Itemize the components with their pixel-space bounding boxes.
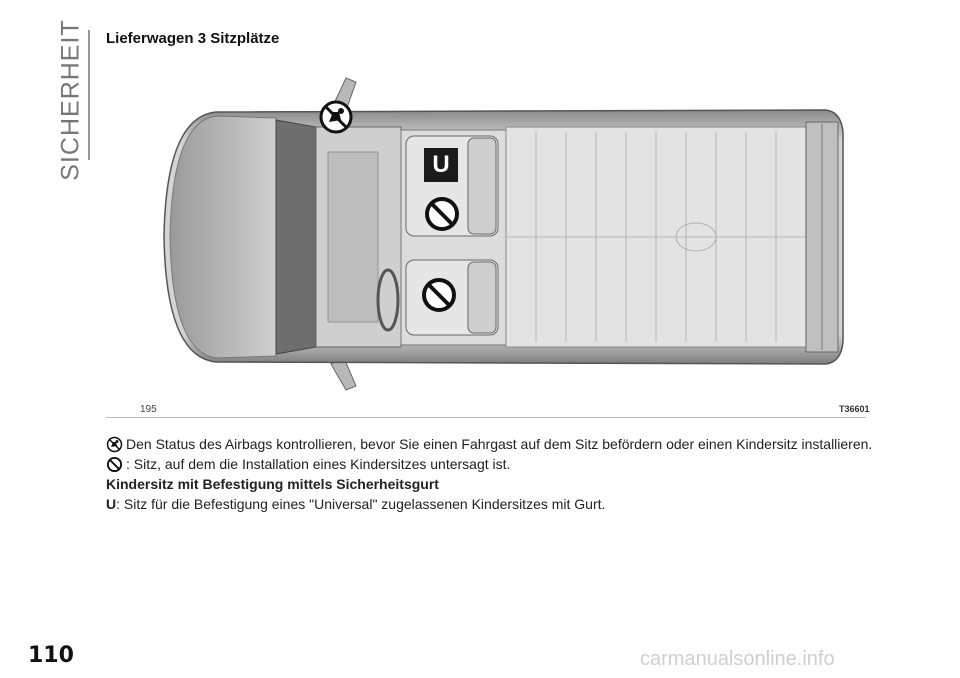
- van-seating-figure: [106, 72, 866, 412]
- child-seat-heading: Kindersitz mit Befestigung mittels Sicherheitsgurt: [106, 476, 439, 492]
- prohibited-icon: [421, 277, 457, 313]
- figure-number: 195: [140, 404, 157, 415]
- figure-divider: [106, 417, 866, 418]
- prohibited-note-line: [106, 454, 876, 474]
- airbag-child-seat-prohibited-icon: [319, 100, 353, 134]
- airbag-note-line: [106, 434, 876, 454]
- universal-note-text: : Sitz für die Befestigung eines "Universal" zugelassenen Kindersitzes mit Gurt.: [116, 496, 606, 512]
- section-title: Lieferwagen 3 Sitzplätze: [106, 30, 280, 47]
- section-side-label-text: SICHERHEIT: [56, 19, 85, 181]
- prohibited-note-text: : Sitz, auf dem die Installation eines Kindersitzes untersagt ist.: [126, 456, 511, 472]
- airbag-child-seat-prohibited-icon: [106, 436, 123, 453]
- airbag-note-text: Den Status des Airbags kontrollieren, bevor Sie einen Fahrgast auf dem Sitz befördern oder einen Kindersitz installieren.: [126, 436, 873, 452]
- figure-code: T36601: [839, 404, 870, 414]
- universal-seat-badge: U: [424, 148, 458, 182]
- body-text: [106, 434, 876, 514]
- universal-note-line: [106, 494, 876, 514]
- prohibited-icon: [424, 196, 460, 232]
- section-side-label: [56, 19, 86, 181]
- prohibited-icon: [106, 456, 123, 473]
- page-number: 110: [28, 643, 74, 668]
- side-divider: [88, 30, 90, 160]
- watermark: carmanualsonline.info: [640, 648, 835, 670]
- universal-note-label: U: [106, 496, 117, 512]
- van-top-view-illustration: [106, 72, 866, 412]
